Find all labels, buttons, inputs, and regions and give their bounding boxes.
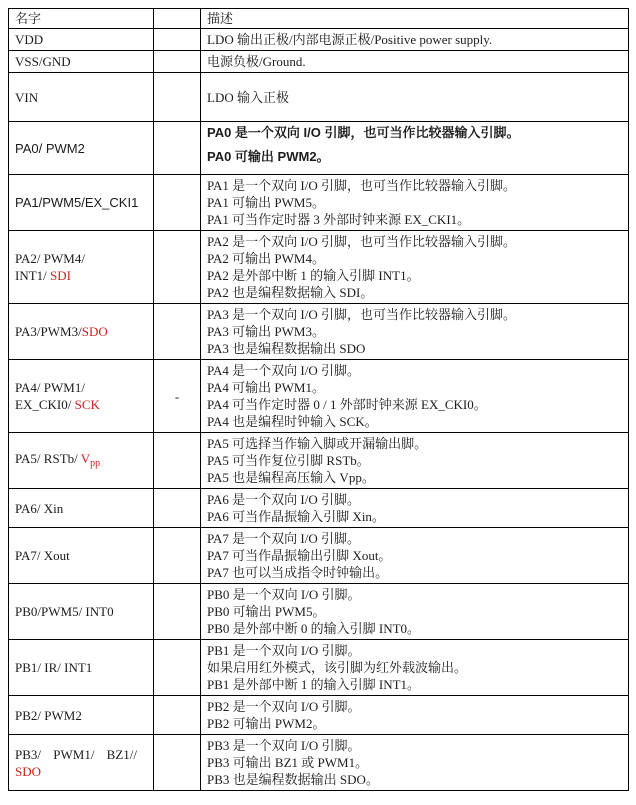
pin-name-line	[15, 396, 147, 413]
pin-note-cell	[154, 735, 201, 791]
table-body	[9, 29, 629, 791]
pin-description-table	[8, 8, 629, 791]
pin-name-segment: PA5/ RSTb/	[15, 450, 81, 466]
table-row	[9, 122, 629, 175]
pin-name-cell	[9, 51, 154, 73]
pin-description-cell	[201, 433, 629, 489]
pin-description-line: PA1 是一个双向 I/O 引脚，也可当作比较器输入引脚。	[207, 178, 517, 193]
pin-description-line: PA4 可输出 PWM1。	[207, 380, 325, 395]
pin-name-line	[15, 379, 147, 396]
pin-description-cell	[201, 584, 629, 640]
pin-description-line: PB3 也是编程数据输出 SDO。	[207, 772, 379, 787]
pin-name-cell	[9, 122, 154, 175]
pin-name-cell	[9, 360, 154, 433]
pin-description-cell	[201, 696, 629, 735]
table-row	[9, 29, 629, 51]
pin-name-cell	[9, 175, 154, 231]
pin-name-line	[15, 323, 147, 340]
pin-description-line: PA1 可输出 PWM5。	[207, 195, 325, 210]
pin-description-cell	[201, 304, 629, 360]
pin-note-cell	[154, 489, 201, 528]
pin-name-cell	[9, 231, 154, 304]
pin-note-cell	[154, 584, 201, 640]
pin-name-segment: PA3/PWM3/	[15, 324, 82, 339]
pin-description-cell	[201, 51, 629, 73]
pin-note-cell	[154, 122, 201, 175]
pin-name-red-segment: SDI	[50, 268, 71, 283]
pin-note-cell	[154, 73, 201, 122]
pin-description-line: PB3 可输出 BZ1 或 PWM1。	[207, 755, 369, 770]
pin-note-cell	[154, 696, 201, 735]
pin-name-segment: PB2/ PWM2	[15, 707, 82, 723]
pin-description-cell	[201, 122, 629, 175]
pin-description-line: PA4 可当作定时器 0 / 1 外部时钟来源 EX_CKI0。	[207, 397, 487, 412]
pin-description-cell	[201, 231, 629, 304]
pin-name-segment: VSS/GND	[15, 54, 71, 69]
pin-note-cell: -	[154, 360, 201, 433]
pin-description-line: PA2 也是编程数据输入 SDI。	[207, 285, 374, 300]
pin-name-cell	[9, 433, 154, 489]
pin-description-line: PA0 是一个双向 I/O 引脚，也可当作比较器输入引脚。	[207, 125, 520, 140]
pin-description-line: LDO 输入正极	[207, 89, 289, 105]
pin-name-cell	[9, 304, 154, 360]
table-row	[9, 73, 629, 122]
pin-description-cell	[201, 735, 629, 791]
table-row	[9, 584, 629, 640]
pin-note-cell	[154, 29, 201, 51]
pin-description-line: 电源负极/Ground.	[207, 54, 306, 69]
pin-description-line: PA7 是一个双向 I/O 引脚。	[207, 531, 361, 546]
pin-name-segment: PA6/ Xin	[15, 500, 64, 516]
pin-name-cell	[9, 528, 154, 584]
pin-description-line: PA5 可选择当作输入脚或开漏输出脚。	[207, 436, 428, 451]
pin-name-line	[15, 763, 147, 780]
pin-description-cell	[201, 640, 629, 696]
pin-note-cell	[154, 640, 201, 696]
pin-name-line	[15, 547, 147, 564]
pin-description-cell	[201, 175, 629, 231]
pin-description-line: PA2 可输出 PWM4。	[207, 251, 325, 266]
pin-name-line	[15, 89, 147, 106]
pin-name-line	[15, 140, 147, 157]
pin-name-segment: PB3/ PWM1/ BZ1//	[15, 746, 138, 762]
pin-name-line	[15, 500, 147, 517]
pin-description-line: PA5 也是编程高压输入 Vpp。	[207, 470, 375, 485]
pin-name-line	[15, 194, 147, 211]
pin-description-line: PA1 可当作定时器 3 外部时钟来源 EX_CKI1。	[207, 212, 471, 227]
column-header-description: 描述	[201, 9, 629, 29]
pin-description-line: PB1 是一个双向 I/O 引脚。	[207, 643, 361, 658]
table-row	[9, 696, 629, 735]
pin-name-line	[15, 659, 147, 676]
pin-name-red-segment: pp	[90, 457, 101, 469]
pin-name-line	[15, 603, 147, 620]
pin-description-cell	[201, 73, 629, 122]
pin-description-line: PB1 是外部中断 1 的输入引脚 INT1。	[207, 677, 421, 692]
pin-description-line: PB2 是一个双向 I/O 引脚。	[207, 699, 361, 714]
pin-note-cell	[154, 304, 201, 360]
pin-description-line: PA3 是一个双向 I/O 引脚，也可当作比较器输入引脚。	[207, 307, 517, 322]
pin-name-line	[15, 31, 147, 48]
pin-name-segment: PA7/ Xout	[15, 548, 70, 563]
table-row	[9, 489, 629, 528]
table-row	[9, 304, 629, 360]
pin-description-line: PA0 可输出 PWM2。	[207, 149, 330, 164]
pin-name-line	[15, 450, 147, 472]
pin-name-segment: PB0/PWM5/ INT0	[15, 604, 114, 619]
pin-name-red-segment: SDO	[15, 763, 42, 779]
pin-name-red-segment: SDO	[81, 324, 108, 339]
pin-description-line: PB0 是外部中断 0 的输入引脚 INT0。	[207, 621, 421, 636]
pin-name-line	[15, 746, 147, 763]
pin-name-line	[15, 53, 147, 70]
pin-description-line: PB3 是一个双向 I/O 引脚。	[207, 738, 361, 753]
table-header-row	[9, 9, 629, 29]
pin-name-red-segment: SCK	[74, 397, 100, 412]
pin-name-segment: VDD	[15, 32, 44, 47]
pin-name-segment: PB1/ IR/ INT1	[15, 660, 93, 675]
table-row	[9, 528, 629, 584]
pin-description-line: PA2 是外部中断 1 的输入引脚 INT1。	[207, 268, 420, 283]
pin-name-segment: PA0/ PWM2	[15, 140, 85, 156]
pin-description-line: PA2 是一个双向 I/O 引脚，也可当作比较器输入引脚。	[207, 234, 517, 249]
column-header-note	[154, 9, 201, 29]
pin-name-line	[15, 267, 147, 284]
pin-name-segment: VIN	[15, 89, 39, 105]
table-row	[9, 433, 629, 489]
pin-name-line	[15, 707, 147, 724]
pin-description-line: PB0 可输出 PWM5。	[207, 604, 326, 619]
table-row	[9, 735, 629, 791]
table-row	[9, 231, 629, 304]
pin-name-cell	[9, 640, 154, 696]
pin-description-line: PA4 也是编程时钟输入 SCK。	[207, 414, 378, 429]
pin-note-cell	[154, 433, 201, 489]
pin-description-line: PA7 也可以当成指令时钟输出。	[207, 565, 389, 580]
pin-description-line: PA5 可当作复位引脚 RSTb。	[207, 453, 370, 468]
pin-description-line: LDO 输出正极/内部电源正极/Positive power supply.	[207, 32, 493, 47]
pin-description-line: PA3 也是编程数据输出 SDO	[207, 341, 366, 356]
pin-description-line: 如果启用红外模式，该引脚为红外载波输出。	[207, 660, 468, 675]
pin-description-cell	[201, 29, 629, 51]
pin-note-cell	[154, 528, 201, 584]
pin-name-cell	[9, 489, 154, 528]
table-row	[9, 51, 629, 73]
pin-note-cell	[154, 231, 201, 304]
pin-name-cell	[9, 696, 154, 735]
pin-name-line	[15, 250, 147, 267]
pin-name-segment: EX_CKI0/	[15, 397, 75, 412]
pin-description-cell	[201, 528, 629, 584]
table-row	[9, 175, 629, 231]
pin-name-cell	[9, 584, 154, 640]
pin-description-line: PB2 可输出 PWM2。	[207, 716, 326, 731]
table-row	[9, 360, 629, 433]
pin-description-cell	[201, 360, 629, 433]
pin-description-line: PB0 是一个双向 I/O 引脚。	[207, 587, 361, 602]
pin-name-red-segment: V	[80, 450, 91, 466]
pin-description-line: PA7 可当作晶振输出引脚 Xout。	[207, 548, 392, 563]
pin-description-line: PA6 是一个双向 I/O 引脚。	[207, 492, 361, 507]
pin-name-segment: PA4/ PWM1/	[15, 380, 85, 395]
pin-name-segment: PA1/PWM5/EX_CKI1	[15, 195, 139, 210]
pin-name-segment: INT1/	[15, 268, 51, 283]
table-row	[9, 640, 629, 696]
pin-description-cell	[201, 489, 629, 528]
pin-description-line: PA6 可当作晶振输入引脚 Xin。	[207, 509, 385, 524]
pin-name-cell	[9, 735, 154, 791]
pin-description-line: PA3 可输出 PWM3。	[207, 324, 325, 339]
pin-note-cell	[154, 51, 201, 73]
pin-note-cell	[154, 175, 201, 231]
pin-description-line: PA4 是一个双向 I/O 引脚。	[207, 363, 361, 378]
pin-name-segment: PA2/ PWM4/	[15, 251, 85, 266]
column-header-name: 名字	[9, 9, 154, 29]
pin-name-cell	[9, 29, 154, 51]
pin-name-cell	[9, 73, 154, 122]
